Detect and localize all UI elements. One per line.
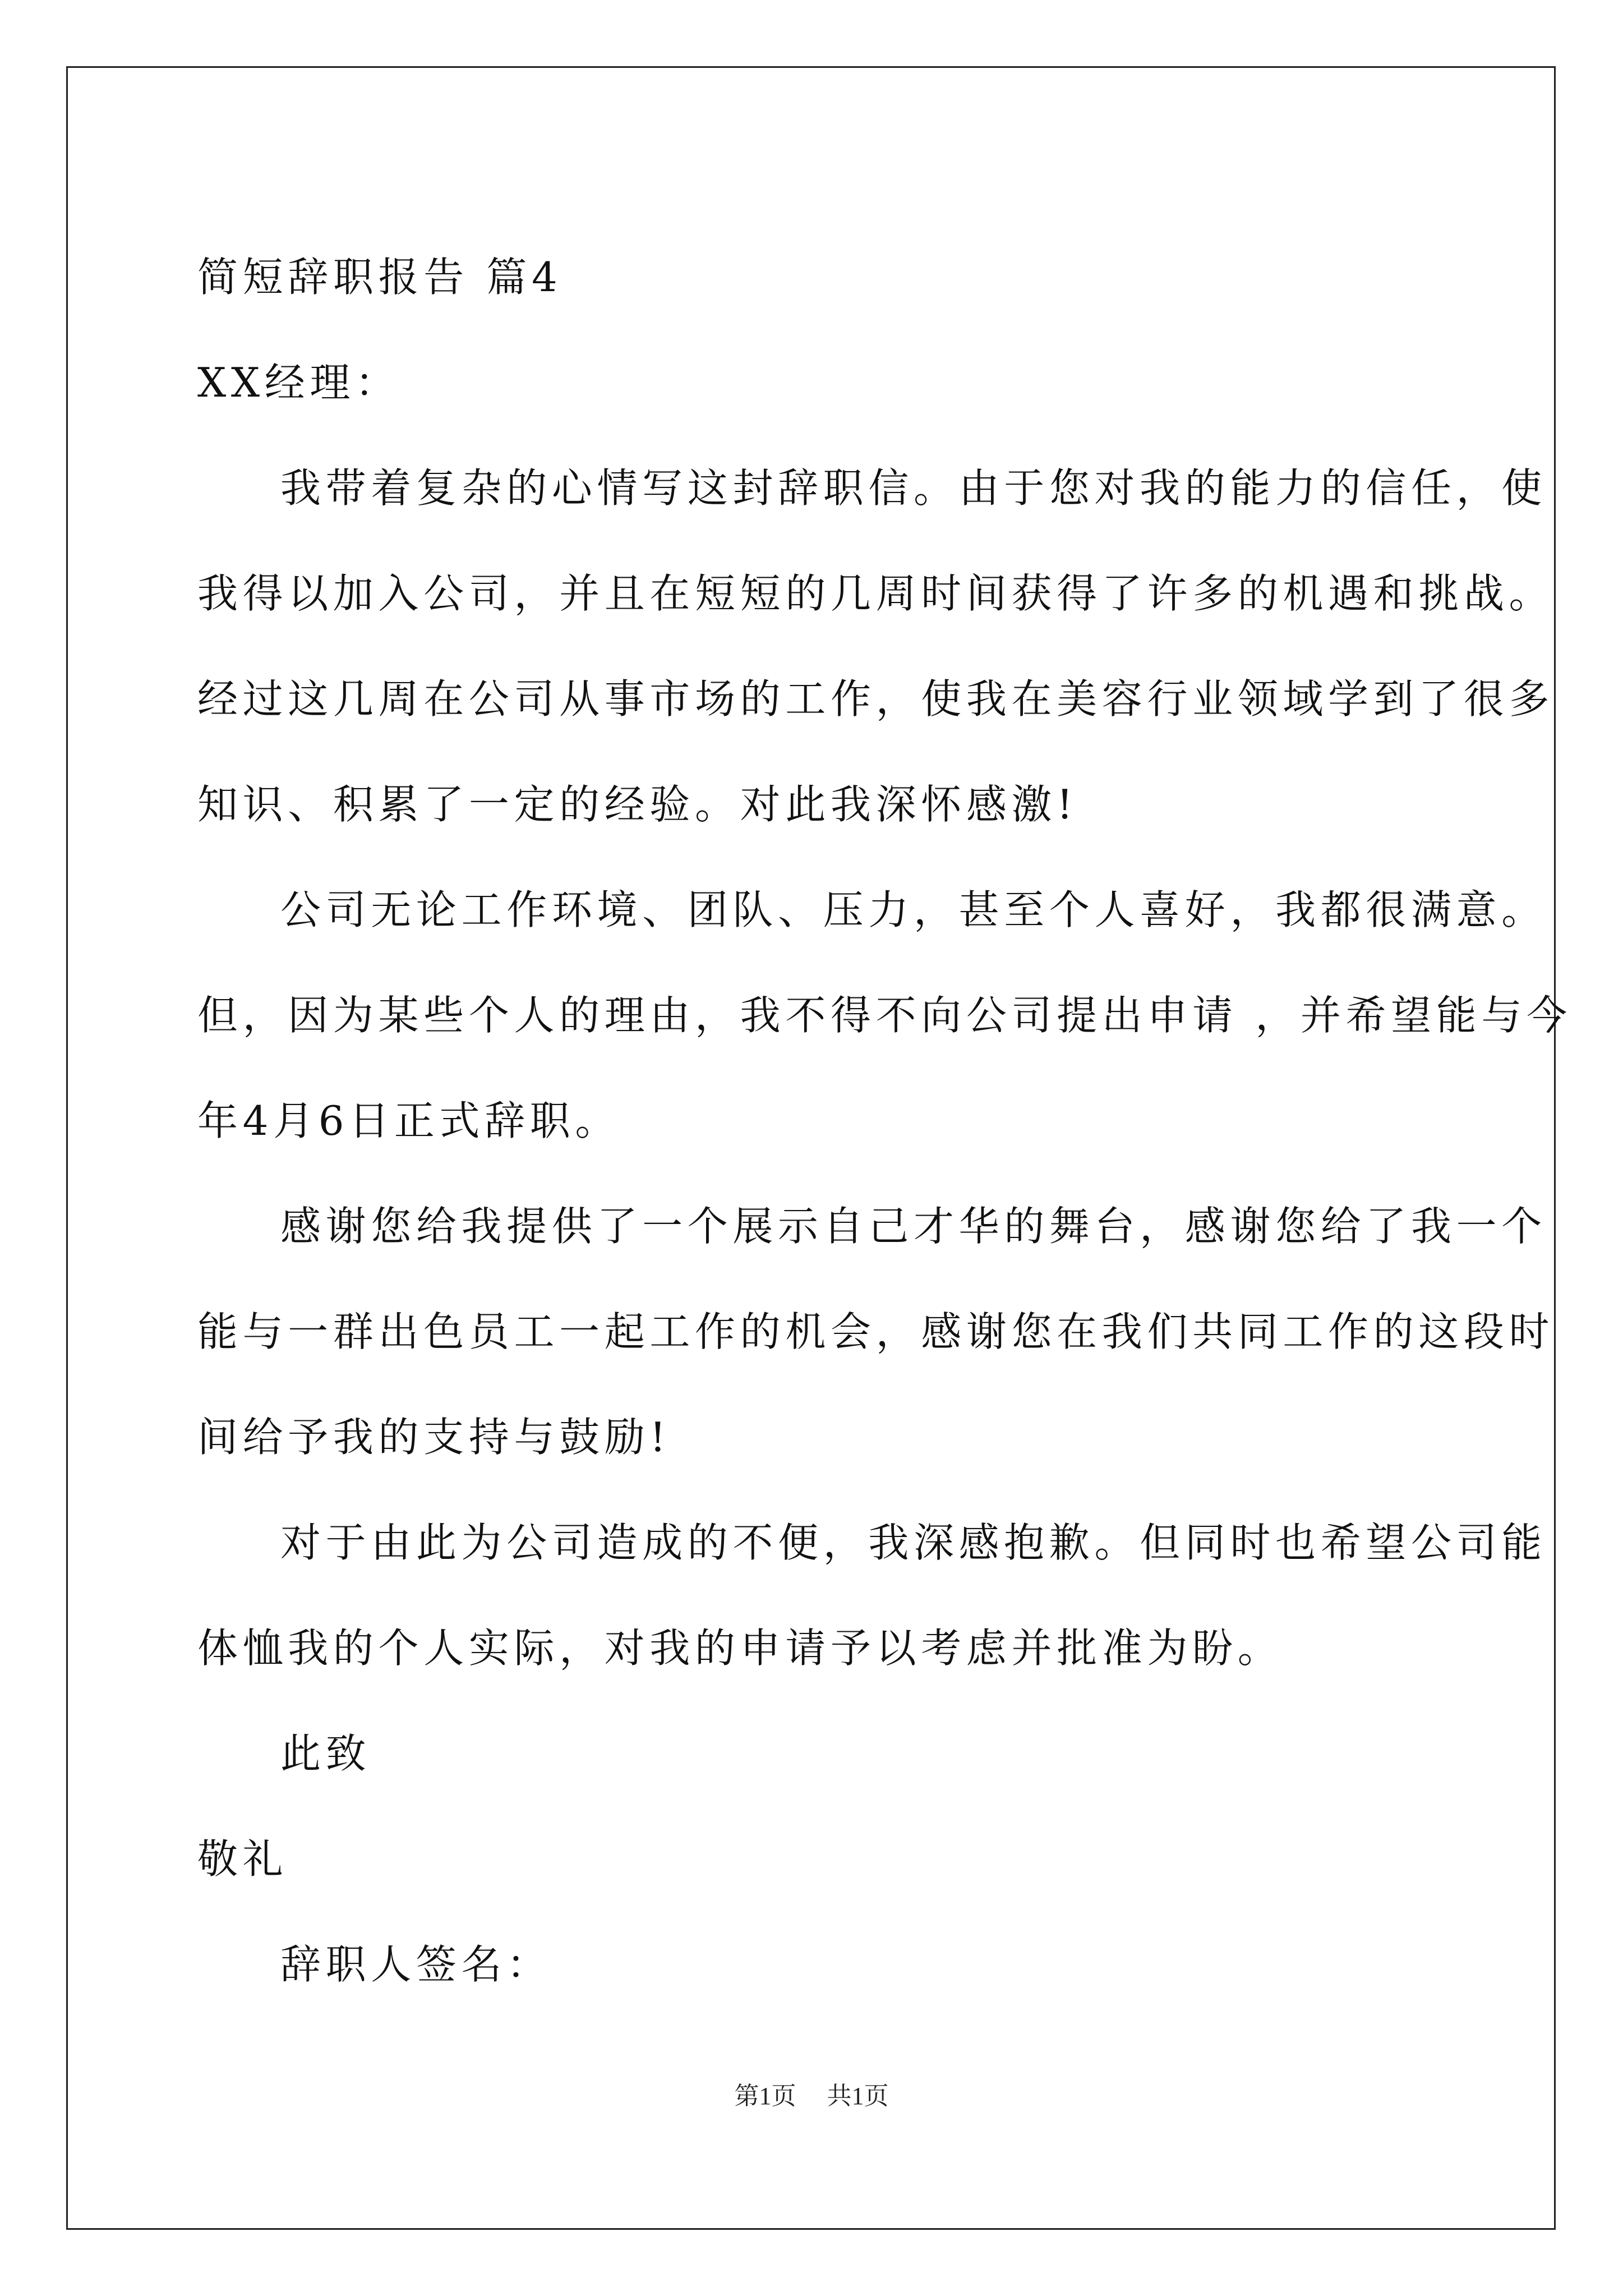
body-line: 敬礼 [197, 1835, 288, 1883]
body-line: 能与一群出色员工一起工作的机会，感谢您在我们共同工作的这段时 [197, 1308, 1555, 1355]
body-line: 对于由此为公司造成的不便，我深感抱歉。但同时也希望公司能 [280, 1519, 1547, 1566]
body-line: 我带着复杂的心情写这封辞职信。由于您对我的能力的信任，使 [280, 464, 1547, 512]
body-lines [197, 435, 1572, 2017]
body-line: 公司无论工作环境、团队、压力，甚至个人喜好，我都很满意。 [280, 886, 1547, 933]
body-line: 我得以加入公司，并且在短短的几周时间获得了许多的机遇和挑战。 [197, 570, 1555, 617]
body-line: 经过这几周在公司从事市场的工作，使我在美容行业领域学到了很多 [197, 675, 1555, 723]
page-number: 第1页 [734, 2082, 796, 2110]
body-line: 年4月6日正式辞职。 [197, 1097, 621, 1144]
body-line: 间给予我的支持与鼓励! [197, 1414, 671, 1461]
body-line: 辞职人签名： [280, 1941, 552, 1988]
body-line: 知识、积累了一定的经验。对此我深怀感激! [197, 781, 1078, 828]
page-total: 共1页 [827, 2082, 889, 2110]
document-body [197, 224, 1572, 2017]
salutation: XX经理： [197, 359, 400, 406]
document-title: 简短辞职报告 篇4 [197, 254, 562, 301]
body-line: 此致 [280, 1730, 371, 1777]
page-footer [0, 2076, 1623, 2111]
body-line: 体恤我的个人实际，对我的申请予以考虑并批准为盼。 [197, 1625, 1283, 1672]
body-line: 感谢您给我提供了一个展示自己才华的舞台，感谢您给了我一个 [280, 1203, 1547, 1250]
body-line: 但，因为某些个人的理由，我不得不向公司提出申请 ，并希望能与今 [197, 992, 1572, 1039]
